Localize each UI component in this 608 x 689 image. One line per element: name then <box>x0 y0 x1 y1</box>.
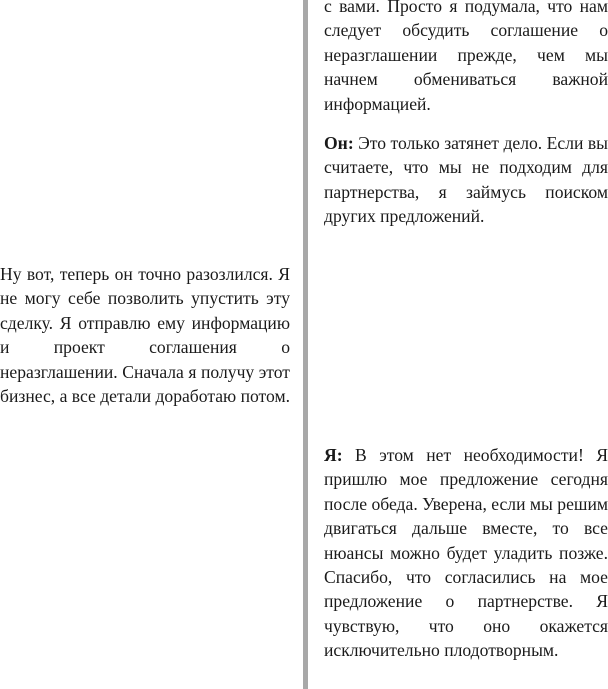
dialogue-text-me: В этом нет необходимости! Я пришлю мое предложение сегодня после обеда. Уверена, если мы решим двигаться дальше вместе, то все нюансы можно будет уладить позже. Спасибо, что согласились на мое предложение о партнерстве. Я чувствую, что оно окажется исключительно плодотворным. <box>324 445 608 661</box>
narrator-commentary: Ну вот, теперь он точно разозлился. Я не могу себе позволить упустить эту сделку. Я отправлю ему информацию и проект соглашения о неразглашении. Сначала я получу этот бизнес, а все детали доработаю потом. <box>0 264 291 407</box>
speaker-label-he: Он: <box>324 133 354 153</box>
dialogue-paragraph-1: с вами. Просто я подумала, что нам следует обсудить соглашение о неразглашении прежде, чем мы начнем обмениваться важной информацией. <box>324 0 608 114</box>
speaker-label-me: Я: <box>324 445 343 465</box>
dialogue-paragraph-3 <box>324 443 608 663</box>
column-divider <box>303 0 308 689</box>
dialogue-text-he: Это только затянет дело. Если вы считаете, что мы не подходим для партнерства, я займусь поиском других предложений. <box>324 133 608 227</box>
dialogue-paragraph-2 <box>324 131 608 229</box>
